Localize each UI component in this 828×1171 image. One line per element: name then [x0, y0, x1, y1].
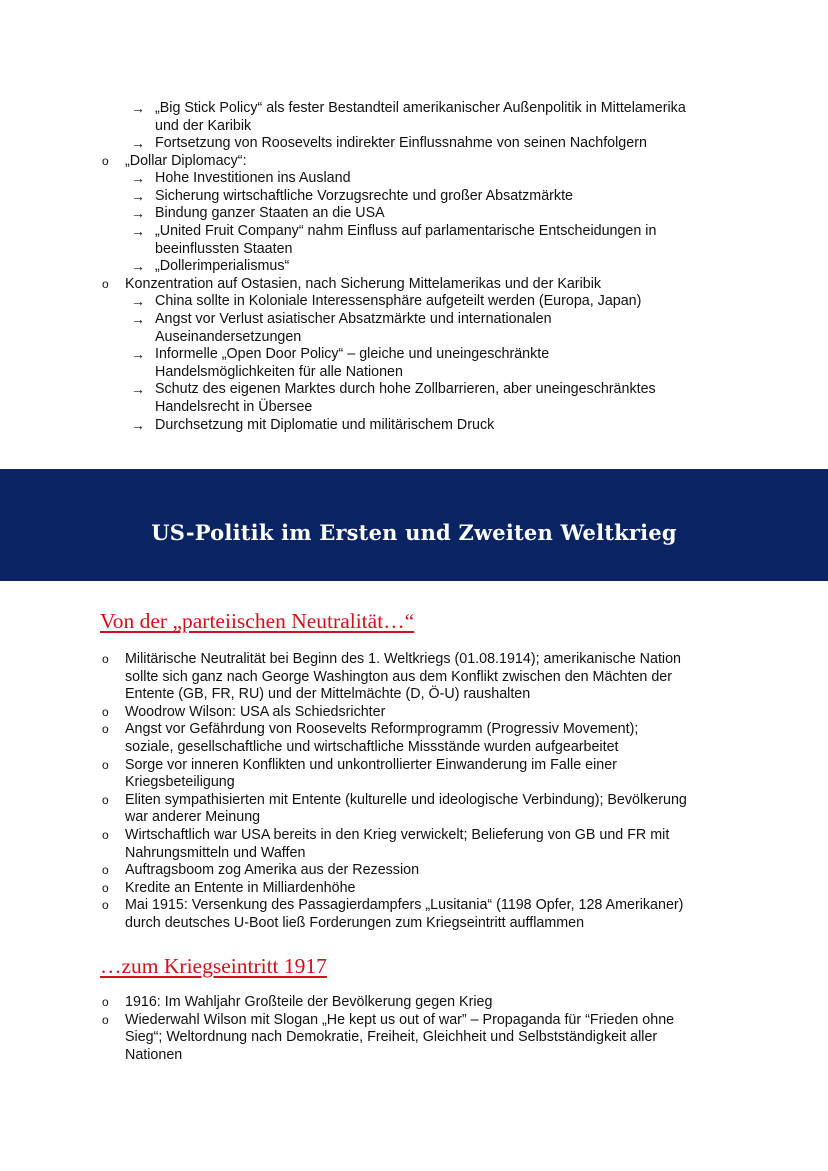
list-item: Auftragsboom zog Amerika aus der Rezession	[125, 862, 420, 878]
arrow-icon: →	[131, 346, 145, 362]
list-item: Wirtschaftlich war USA bereits in den Krieg verwickelt; Belieferung von GB und FR mit	[125, 827, 670, 843]
arrow-icon: →	[131, 258, 145, 274]
arrow-icon: →	[131, 100, 145, 116]
bullet-icon: o	[102, 758, 109, 772]
bullet-icon: o	[102, 154, 109, 168]
section-heading-neutrality: Von der „parteiischen Neutralität…“	[100, 609, 415, 633]
list-item: Auseinandersetzungen	[155, 329, 302, 345]
list-item: und der Karibik	[155, 118, 252, 134]
bullet-icon: o	[102, 898, 109, 912]
list-item: 1916: Im Wahljahr Großteile der Bevölkerung gegen Krieg	[125, 994, 493, 1010]
list-item: Nationen	[125, 1047, 183, 1063]
list-item: Fortsetzung von Roosevelts indirekter Einflussnahme von seinen Nachfolgern	[155, 135, 647, 151]
list-item: Hohe Investitionen ins Ausland	[155, 170, 351, 186]
list-item: „Dollar Diplomacy“:	[125, 153, 247, 169]
list-item: sollte sich ganz nach George Washington aus dem Konflikt zwischen den Mächten der	[125, 669, 673, 685]
list-item: Informelle „Open Door Policy“ – gleiche und uneingeschränkte	[155, 346, 550, 362]
list-item: war anderer Meinung	[125, 809, 261, 825]
list-item: China sollte in Koloniale Interessensphäre aufgeteilt werden (Europa, Japan)	[155, 293, 642, 309]
arrow-icon: →	[131, 205, 145, 221]
bullet-icon: o	[102, 277, 109, 291]
list-item: Bindung ganzer Staaten an die USA	[155, 205, 385, 221]
bullet-icon: o	[102, 828, 109, 842]
list-item: Mai 1915: Versenkung des Passagierdampfers „Lusitania“ (1198 Opfer, 128 Amerikaner)	[125, 897, 684, 913]
arrow-icon: →	[131, 311, 145, 327]
list-item: Entente (GB, FR, RU) und der Mittelmächte (D, Ö-U) raushalten	[125, 686, 531, 702]
list-item: Angst vor Verlust asiatischer Absatzmärkte und internationalen	[155, 311, 552, 327]
list-item: Nahrungsmitteln und Waffen	[125, 845, 306, 861]
list-item: „Dollerimperialismus“	[155, 258, 290, 274]
arrow-icon: →	[131, 135, 145, 151]
list-item: Eliten sympathisierten mit Entente (kulturelle und ideologische Verbindung); Bevölkerung	[125, 792, 687, 808]
bullet-icon: o	[102, 705, 109, 719]
list-item: Sicherung wirtschaftliche Vorzugsrechte und großer Absatzmärkte	[155, 188, 573, 204]
arrow-icon: →	[131, 223, 145, 239]
list-item: Woodrow Wilson: USA als Schiedsrichter	[125, 704, 386, 720]
list-item: Kredite an Entente in Milliardenhöhe	[125, 880, 356, 896]
list-item: Kriegsbeteiligung	[125, 774, 235, 790]
bullet-icon: o	[102, 863, 109, 877]
list-item: Schutz des eigenen Marktes durch hohe Zollbarrieren, aber uneingeschränktes	[155, 381, 656, 397]
list-item: Handelsrecht in Übersee	[155, 399, 313, 415]
list-item: Militärische Neutralität bei Beginn des 1. Weltkriegs (01.08.1914); amerikanische Nation	[125, 651, 682, 667]
list-item: Handelsmöglichkeiten für alle Nationen	[155, 364, 403, 380]
bullet-icon: o	[102, 881, 109, 895]
bullet-icon: o	[102, 793, 109, 807]
list-item: „United Fruit Company“ nahm Einfluss auf parlamentarische Entscheidungen in	[155, 223, 657, 239]
list-item: Durchsetzung mit Diplomatie und militärischem Druck	[155, 417, 495, 433]
bullet-icon: o	[102, 1013, 109, 1027]
list-item: Sieg“; Weltordnung nach Demokratie, Freiheit, Gleichheit und Selbstständigkeit aller	[125, 1029, 658, 1045]
list-item: Sorge vor inneren Konflikten und unkontrollierter Einwanderung im Falle einer	[125, 757, 617, 773]
banner-title: US-Politik im Ersten und Zweiten Weltkrieg	[151, 520, 677, 545]
arrow-icon: →	[131, 188, 145, 204]
list-item: durch deutsches U-Boot ließ Forderungen zum Kriegseintritt aufflammen	[125, 915, 585, 931]
list-item: soziale, gesellschaftliche und wirtschaftliche Missstände wurden aufgearbeitet	[125, 739, 619, 755]
list-item: Konzentration auf Ostasien, nach Sicherung Mittelamerikas und der Karibik	[125, 276, 602, 292]
list-item: beeinflussten Staaten	[155, 241, 293, 257]
arrow-icon: →	[131, 417, 145, 433]
list-item: „Big Stick Policy“ als fester Bestandteil amerikanischer Außenpolitik in Mittelamerika	[155, 100, 686, 116]
bullet-icon: o	[102, 995, 109, 1009]
bullet-icon: o	[102, 722, 109, 736]
bullet-icon: o	[102, 652, 109, 666]
section-heading-war-entry: …zum Kriegseintritt 1917	[100, 954, 327, 978]
arrow-icon: →	[131, 293, 145, 309]
arrow-icon: →	[131, 381, 145, 397]
list-item: Angst vor Gefährdung von Roosevelts Reformprogramm (Progressiv Movement);	[125, 721, 639, 737]
arrow-icon: →	[131, 170, 145, 186]
list-item: Wiederwahl Wilson mit Slogan „He kept us out of war” – Propaganda für “Frieden ohne	[125, 1012, 675, 1028]
